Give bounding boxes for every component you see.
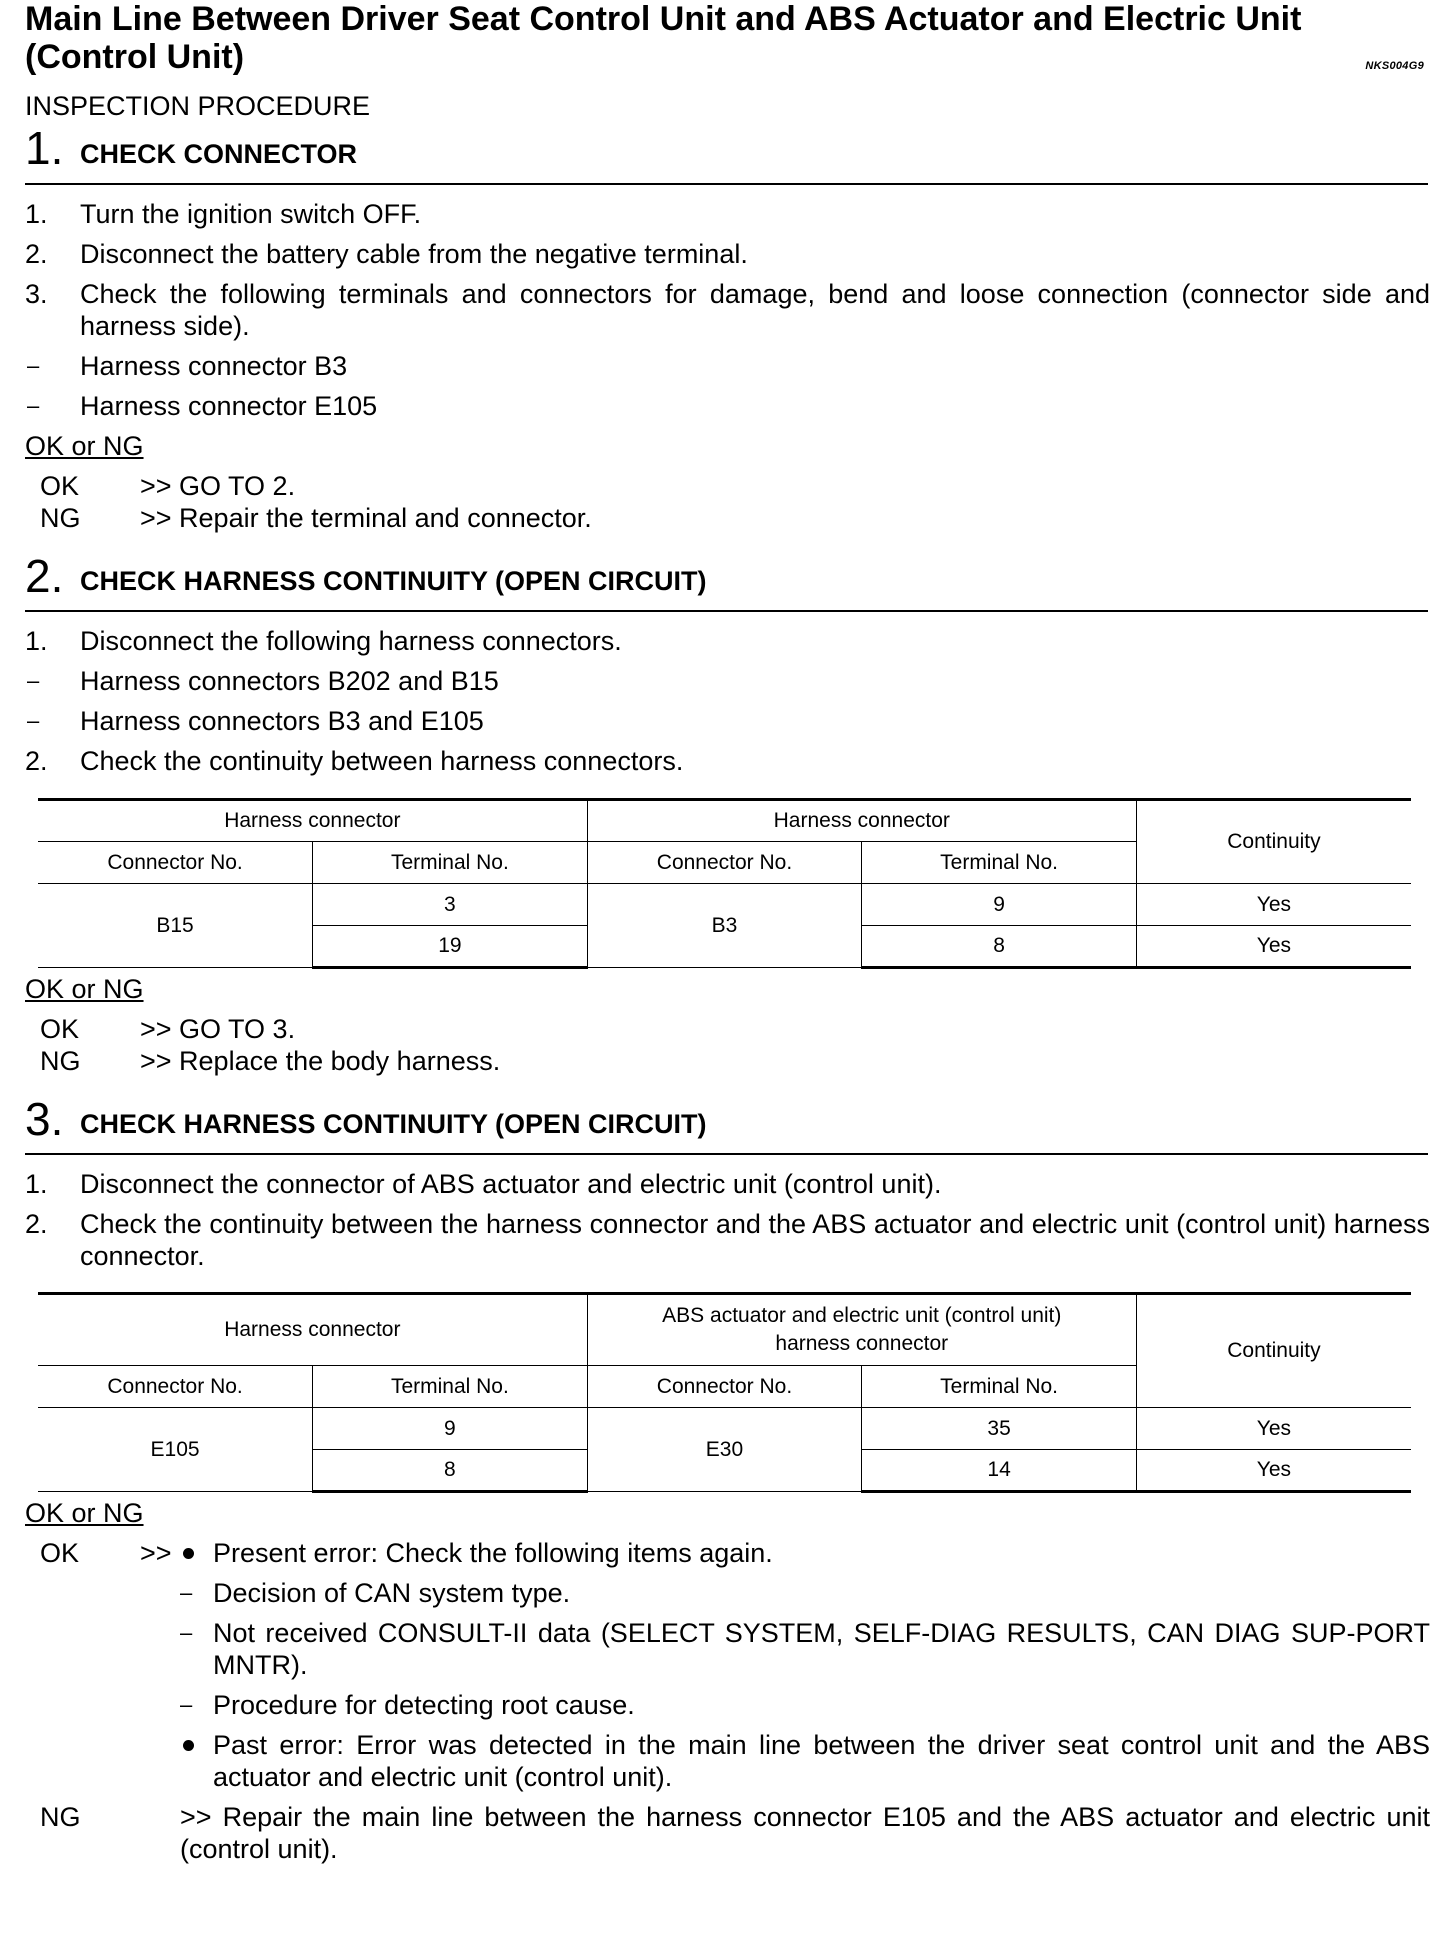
ok-subitem: Decision of CAN system type. — [213, 1578, 571, 1608]
step-1-item-text: Disconnect the battery cable from the negative terminal. — [80, 239, 748, 269]
step-1-item-number: 3. — [25, 279, 48, 309]
step-2-subitem: Harness connectors B3 and E105 — [80, 706, 484, 736]
procedure-heading: INSPECTION PROCEDURE — [25, 91, 371, 121]
ok-label: OK — [40, 1014, 80, 1044]
table-header-terminal: Terminal No. — [313, 842, 588, 884]
table-cell-continuity: Yes — [1136, 1450, 1411, 1492]
table-row — [38, 884, 1411, 926]
table-cell-terminal: 8 — [313, 1450, 588, 1492]
page-title-line-2: (Control Unit) — [25, 38, 245, 76]
table-group-header-abs — [587, 1294, 1136, 1366]
table-cell-terminal: 19 — [313, 926, 588, 968]
ok-action: >> GO TO 3. — [140, 1014, 296, 1044]
table-header-connector: Connector No. — [587, 842, 862, 884]
table-cell-continuity: Yes — [1136, 884, 1411, 926]
table-cell-connector: B3 — [587, 884, 862, 968]
table-header-connector: Connector No. — [38, 1366, 313, 1408]
step-2-title: CHECK HARNESS CONTINUITY (OPEN CIRCUIT) — [80, 566, 707, 596]
table-row — [38, 1408, 1411, 1450]
step-2-item-number: 2. — [25, 746, 48, 776]
table-cell-terminal: 35 — [862, 1408, 1137, 1450]
step-3-item-text: Check the continuity between the harness connector and the ABS actuator and electric unit (control unit) harness connector. — [80, 1209, 1430, 1271]
table-group-header-line: ABS actuator and electric unit (control unit) — [662, 1304, 1062, 1327]
ok-bullet-text: Past error: Error was detected in the main line between the driver seat control unit and the ABS actuator and electric unit (control unit). — [213, 1730, 1430, 1792]
list-dash: – — [180, 1580, 193, 1605]
ng-label: NG — [40, 503, 81, 533]
table-cell-continuity: Yes — [1136, 926, 1411, 968]
ng-action: >> Replace the body harness. — [140, 1046, 501, 1076]
document-code: NKS004G9 — [1365, 60, 1424, 72]
list-dash: – — [27, 708, 40, 733]
table-header-terminal: Terminal No. — [313, 1366, 588, 1408]
step-2-item-text: Check the continuity between harness connectors. — [80, 746, 684, 776]
step-1-title: CHECK CONNECTOR — [80, 139, 358, 169]
step-1-subitem: Harness connector E105 — [80, 391, 378, 421]
step-1-item-number: 1. — [25, 199, 48, 229]
step-1-number: 1. — [25, 122, 64, 174]
ok-or-ng-label: OK or NG — [25, 1498, 144, 1528]
ng-action: >> Repair the main line between the harness connector E105 and the ABS actuator and electric unit (control unit). — [180, 1802, 1430, 1864]
table-group-header-line: harness connector — [775, 1332, 949, 1355]
step-1-item-text: Turn the ignition switch OFF. — [80, 199, 422, 229]
list-dash: – — [27, 393, 40, 418]
list-dash: – — [180, 1620, 193, 1645]
table-header-continuity: Continuity — [1136, 1294, 1411, 1408]
ok-subitem: Not received CONSULT-II data (SELECT SYSTEM, SELF-DIAG RESULTS, CAN DIAG SUP-PORT MNTR). — [213, 1618, 1430, 1680]
step-2-item-text: Disconnect the following harness connectors. — [80, 626, 622, 656]
ok-bullet-text: Present error: Check the following items again. — [213, 1538, 773, 1568]
bullet-icon — [183, 1548, 194, 1559]
step-3-item-text: Disconnect the connector of ABS actuator and electric unit (control unit). — [80, 1169, 942, 1199]
table-group-header: Harness connector — [587, 800, 1136, 842]
table-group-header: Harness connector — [38, 800, 587, 842]
ng-label: NG — [40, 1046, 81, 1076]
table-cell-terminal: 9 — [862, 884, 1137, 926]
abs-continuity-table — [38, 1292, 1411, 1493]
table-header-terminal: Terminal No. — [862, 1366, 1137, 1408]
ok-subitem: Procedure for detecting root cause. — [213, 1690, 635, 1720]
ok-prefix: >> — [140, 1538, 172, 1568]
table-cell-terminal: 3 — [313, 884, 588, 926]
table-cell-connector: E105 — [38, 1408, 313, 1492]
step-1-item-number: 2. — [25, 239, 48, 269]
step-2-divider — [25, 610, 1428, 612]
list-dash: – — [27, 668, 40, 693]
ok-action: >> GO TO 2. — [140, 471, 296, 501]
step-3-title: CHECK HARNESS CONTINUITY (OPEN CIRCUIT) — [80, 1109, 707, 1139]
table-cell-connector: E30 — [587, 1408, 862, 1492]
list-dash: – — [180, 1692, 193, 1717]
table-cell-terminal: 14 — [862, 1450, 1137, 1492]
step-1-divider — [25, 183, 1428, 185]
table-cell-terminal: 8 — [862, 926, 1137, 968]
step-2-subitem: Harness connectors B202 and B15 — [80, 666, 499, 696]
table-cell-connector: B15 — [38, 884, 313, 968]
step-3-item-number: 1. — [25, 1169, 48, 1199]
ng-label: NG — [40, 1802, 81, 1832]
step-2-number: 2. — [25, 550, 64, 602]
table-header-connector: Connector No. — [38, 842, 313, 884]
ok-label: OK — [40, 1538, 80, 1568]
step-3-divider — [25, 1153, 1428, 1155]
step-1-subitem: Harness connector B3 — [80, 351, 348, 381]
table-header-terminal: Terminal No. — [862, 842, 1137, 884]
ok-or-ng-label: OK or NG — [25, 974, 144, 1004]
list-dash: – — [27, 353, 40, 378]
table-header-connector: Connector No. — [587, 1366, 862, 1408]
table-header-continuity: Continuity — [1136, 800, 1411, 884]
table-cell-terminal: 9 — [313, 1408, 588, 1450]
ng-action: >> Repair the terminal and connector. — [140, 503, 592, 533]
step-3-number: 3. — [25, 1093, 64, 1145]
continuity-table — [38, 798, 1411, 969]
step-1-item-text: Check the following terminals and connectors for damage, bend and loose connection (connector side and harness side). — [80, 279, 1430, 341]
step-3-item-number: 2. — [25, 1209, 48, 1239]
bullet-icon — [183, 1740, 194, 1751]
ok-label: OK — [40, 471, 80, 501]
table-group-header: Harness connector — [38, 1294, 587, 1366]
ok-or-ng-label: OK or NG — [25, 431, 144, 461]
table-cell-continuity: Yes — [1136, 1408, 1411, 1450]
page-title: Main Line Between Driver Seat Control Unit and ABS Actuator and Electric Unit — [25, 0, 1302, 38]
step-2-item-number: 1. — [25, 626, 48, 656]
